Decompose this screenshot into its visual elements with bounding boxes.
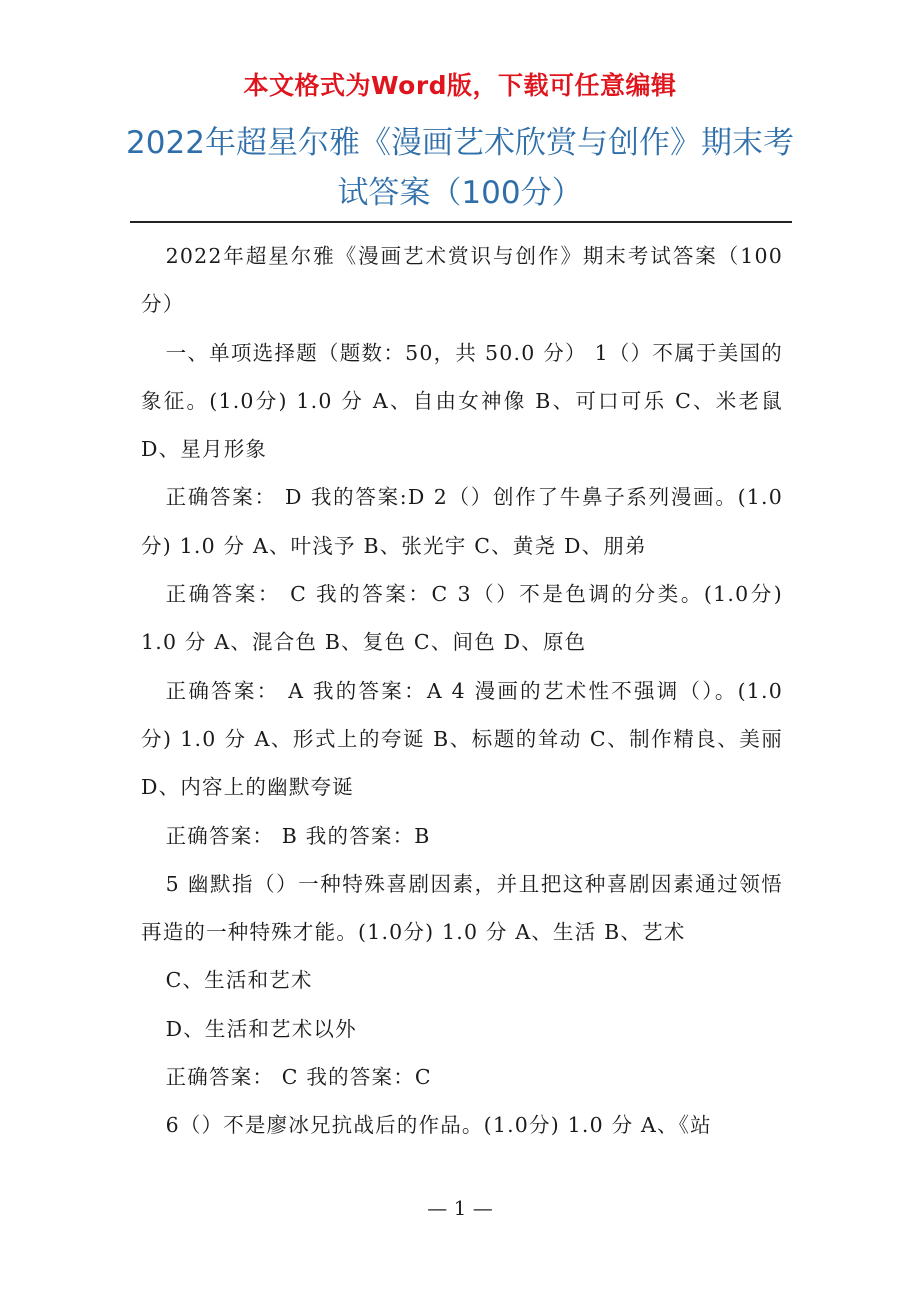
paragraph: D、生活和艺术以外 <box>165 1016 357 1041</box>
paragraph: 5 幽默指（）一种特殊喜剧因素，并且把这种喜剧因素通过领悟再造的一种特殊才能。(1.0分) 1.0 分 A、生活 B、艺术 <box>141 871 783 945</box>
document-body <box>141 232 783 1150</box>
paragraph: 2022年超星尔雅《漫画艺术赏识与创作》期末考试答案（100分） <box>141 244 783 317</box>
page-number: — 1 — <box>427 1196 493 1220</box>
document-title: 2022年超星尔雅《漫画艺术欣赏与创作》期末考试答案（100分） <box>126 125 794 211</box>
paragraph: 正确答案： C 我的答案：C 3（）不是色调的分类。(1.0分) 1.0 分 A、混合色 B、复色 C、间色 D、原色 <box>141 582 783 655</box>
paragraph: 正确答案： C 我的答案：C <box>165 1065 432 1090</box>
paragraph: 正确答案： D 我的答案:D 2（）创作了牛鼻子系列漫画。(1.0分) 1.0 分 A、叶浅予 B、张光宇 C、黄尧 D、朋弟 <box>141 485 783 558</box>
paragraph: 正确答案： A 我的答案：A 4 漫画的艺术性不强调（）。(1.0分) 1.0 分 A、形式上的夸诞 B、标题的耸动 C、制作精良、美丽 D、内容上的幽默夸诞 <box>141 678 783 800</box>
paragraph: 正确答案： B 我的答案：B <box>165 823 431 848</box>
paragraph: 6（）不是廖冰兄抗战后的作品。(1.0分) 1.0 分 A、《站 <box>165 1113 712 1138</box>
download-notice: 本文格式为Word版，下载可任意编辑 <box>243 71 677 100</box>
title-divider <box>130 221 792 223</box>
paragraph: 一、单项选择题（题数：50，共 50.0 分） 1（）不属于美国的象征。(1.0分) 1.0 分 A、自由女神像 B、可口可乐 C、米老鼠 D、星月形象 <box>141 340 783 462</box>
paragraph: C、生活和艺术 <box>165 968 313 993</box>
